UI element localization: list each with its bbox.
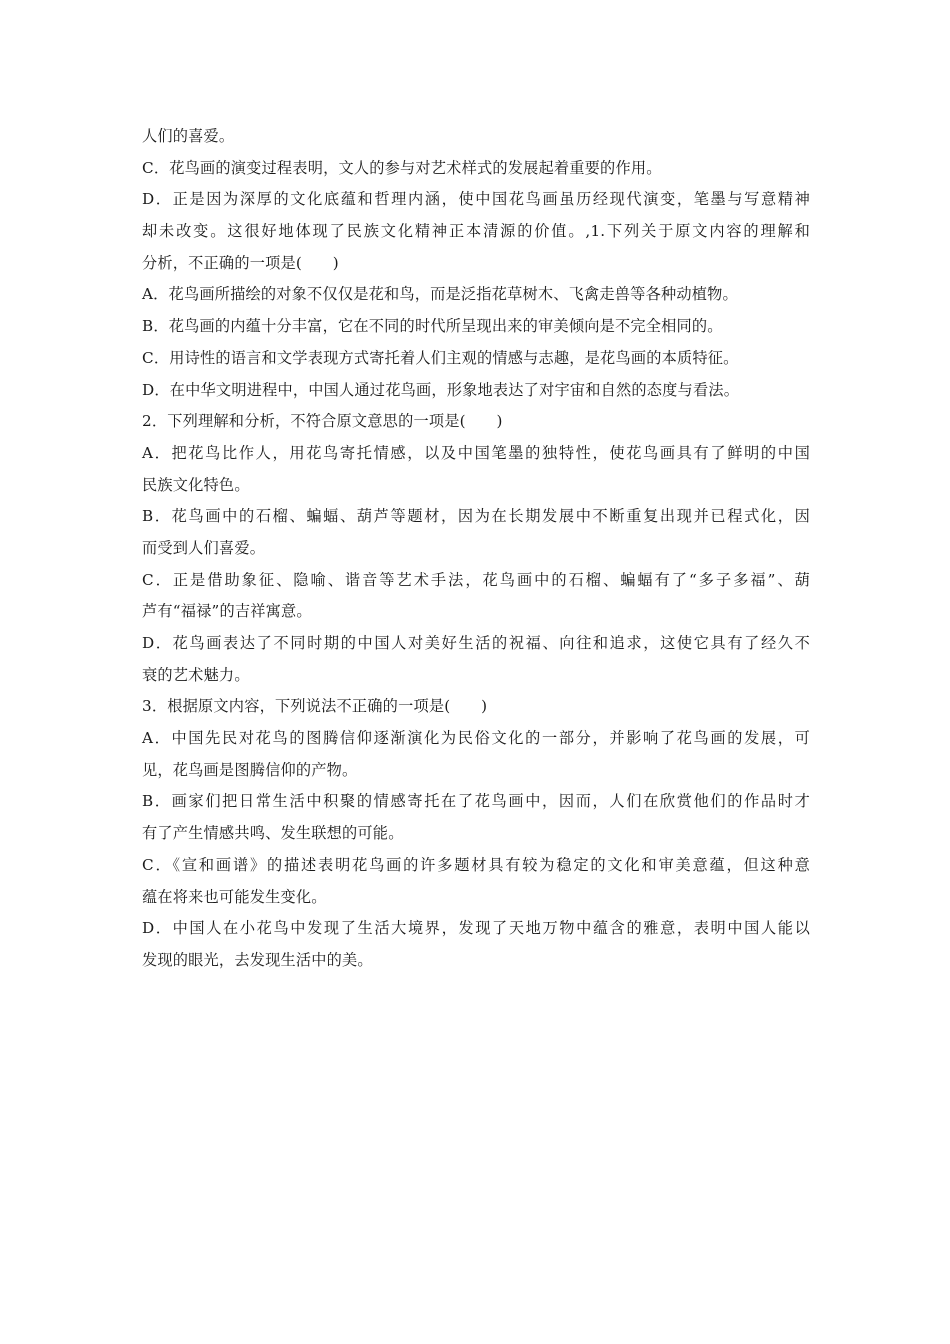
text-line: 分析，不正确的一项是( ) <box>142 253 339 272</box>
text-line: D．花鸟画表达了不同时期的中国人对美好生活的祝福、向往和追求，这使它具有了经久不 <box>142 634 810 652</box>
document-text-body <box>142 121 810 977</box>
text-line: D．中国人在小花鸟中发现了生活大境界，发现了天地万物中蕴含的雅意，表明中国人能以 <box>142 919 810 938</box>
text-line: 见，花鸟画是图腾信仰的产物。 <box>142 760 358 779</box>
text-line: 人们的喜爱。 <box>142 127 235 145</box>
text-line: 有了产生情感共鸣、发生联想的可能。 <box>142 824 404 843</box>
text-line: 民族文化特色。 <box>142 475 250 494</box>
text-line: A．花鸟画所描绘的对象不仅仅是花和鸟，而是泛指花草树木、飞禽走兽等各种动植物。 <box>142 285 738 304</box>
text-line: 芦有“福禄”的吉祥寓意。 <box>142 602 312 621</box>
text-line: B．花鸟画的内蕴十分丰富，它在不同的时代所呈现出来的审美倾向是不完全相同的。 <box>142 317 723 336</box>
text-line: 而受到人们喜爱。 <box>142 538 266 557</box>
text-line: C．用诗性的语言和文学表现方式寄托着人们主观的情感与志趣，是花鸟画的本质特征。 <box>142 348 739 367</box>
text-line: D．正是因为深厚的文化底蕴和哲理内涵，使中国花鸟画虽历经现代演变，笔墨与写意精神 <box>142 190 810 209</box>
text-line: C．《宣和画谱》的描述表明花鸟画的许多题材具有较为稳定的文化和审美意蕴，但这种意 <box>142 855 810 874</box>
text-line: 发现的眼光，去发现生活中的美。 <box>142 950 373 969</box>
text-line: A．中国先民对花鸟的图腾信仰逐渐演化为民俗文化的一部分，并影响了花鸟画的发展，可 <box>142 729 810 748</box>
text-line: 2．下列理解和分析，不符合原文意思的一项是( ) <box>142 412 503 431</box>
text-line: 衰的艺术魅力。 <box>142 665 250 684</box>
text-line: 却未改变。这很好地体现了民族文化精神正本清源的价值。,1.下列关于原文内容的理解和 <box>142 222 810 241</box>
text-line: 3．根据原文内容，下列说法不正确的一项是( ) <box>142 697 488 716</box>
text-line: D．在中华文明进程中，中国人通过花鸟画，形象地表达了对宇宙和自然的态度与看法。 <box>142 380 740 399</box>
text-line: B．花鸟画中的石榴、蝙蝠、葫芦等题材，因为在长期发展中不断重复出现并已程式化，因 <box>142 507 810 526</box>
text-line: B．画家们把日常生活中积聚的情感寄托在了花鸟画中，因而，人们在欣赏他们的作品时才 <box>142 792 810 811</box>
text-line: A．把花鸟比作人，用花鸟寄托情感，以及中国笔墨的独特性，使花鸟画具有了鲜明的中国 <box>142 443 810 462</box>
text-line: 蕴在将来也可能发生变化。 <box>142 887 327 906</box>
text-line: C．正是借助象征、隐喻、谐音等艺术手法，花鸟画中的石榴、蝙蝠有了“多子多福”、葫 <box>142 570 810 589</box>
text-line: C．花鸟画的演变过程表明，文人的参与对艺术样式的发展起着重要的作用。 <box>142 158 662 177</box>
